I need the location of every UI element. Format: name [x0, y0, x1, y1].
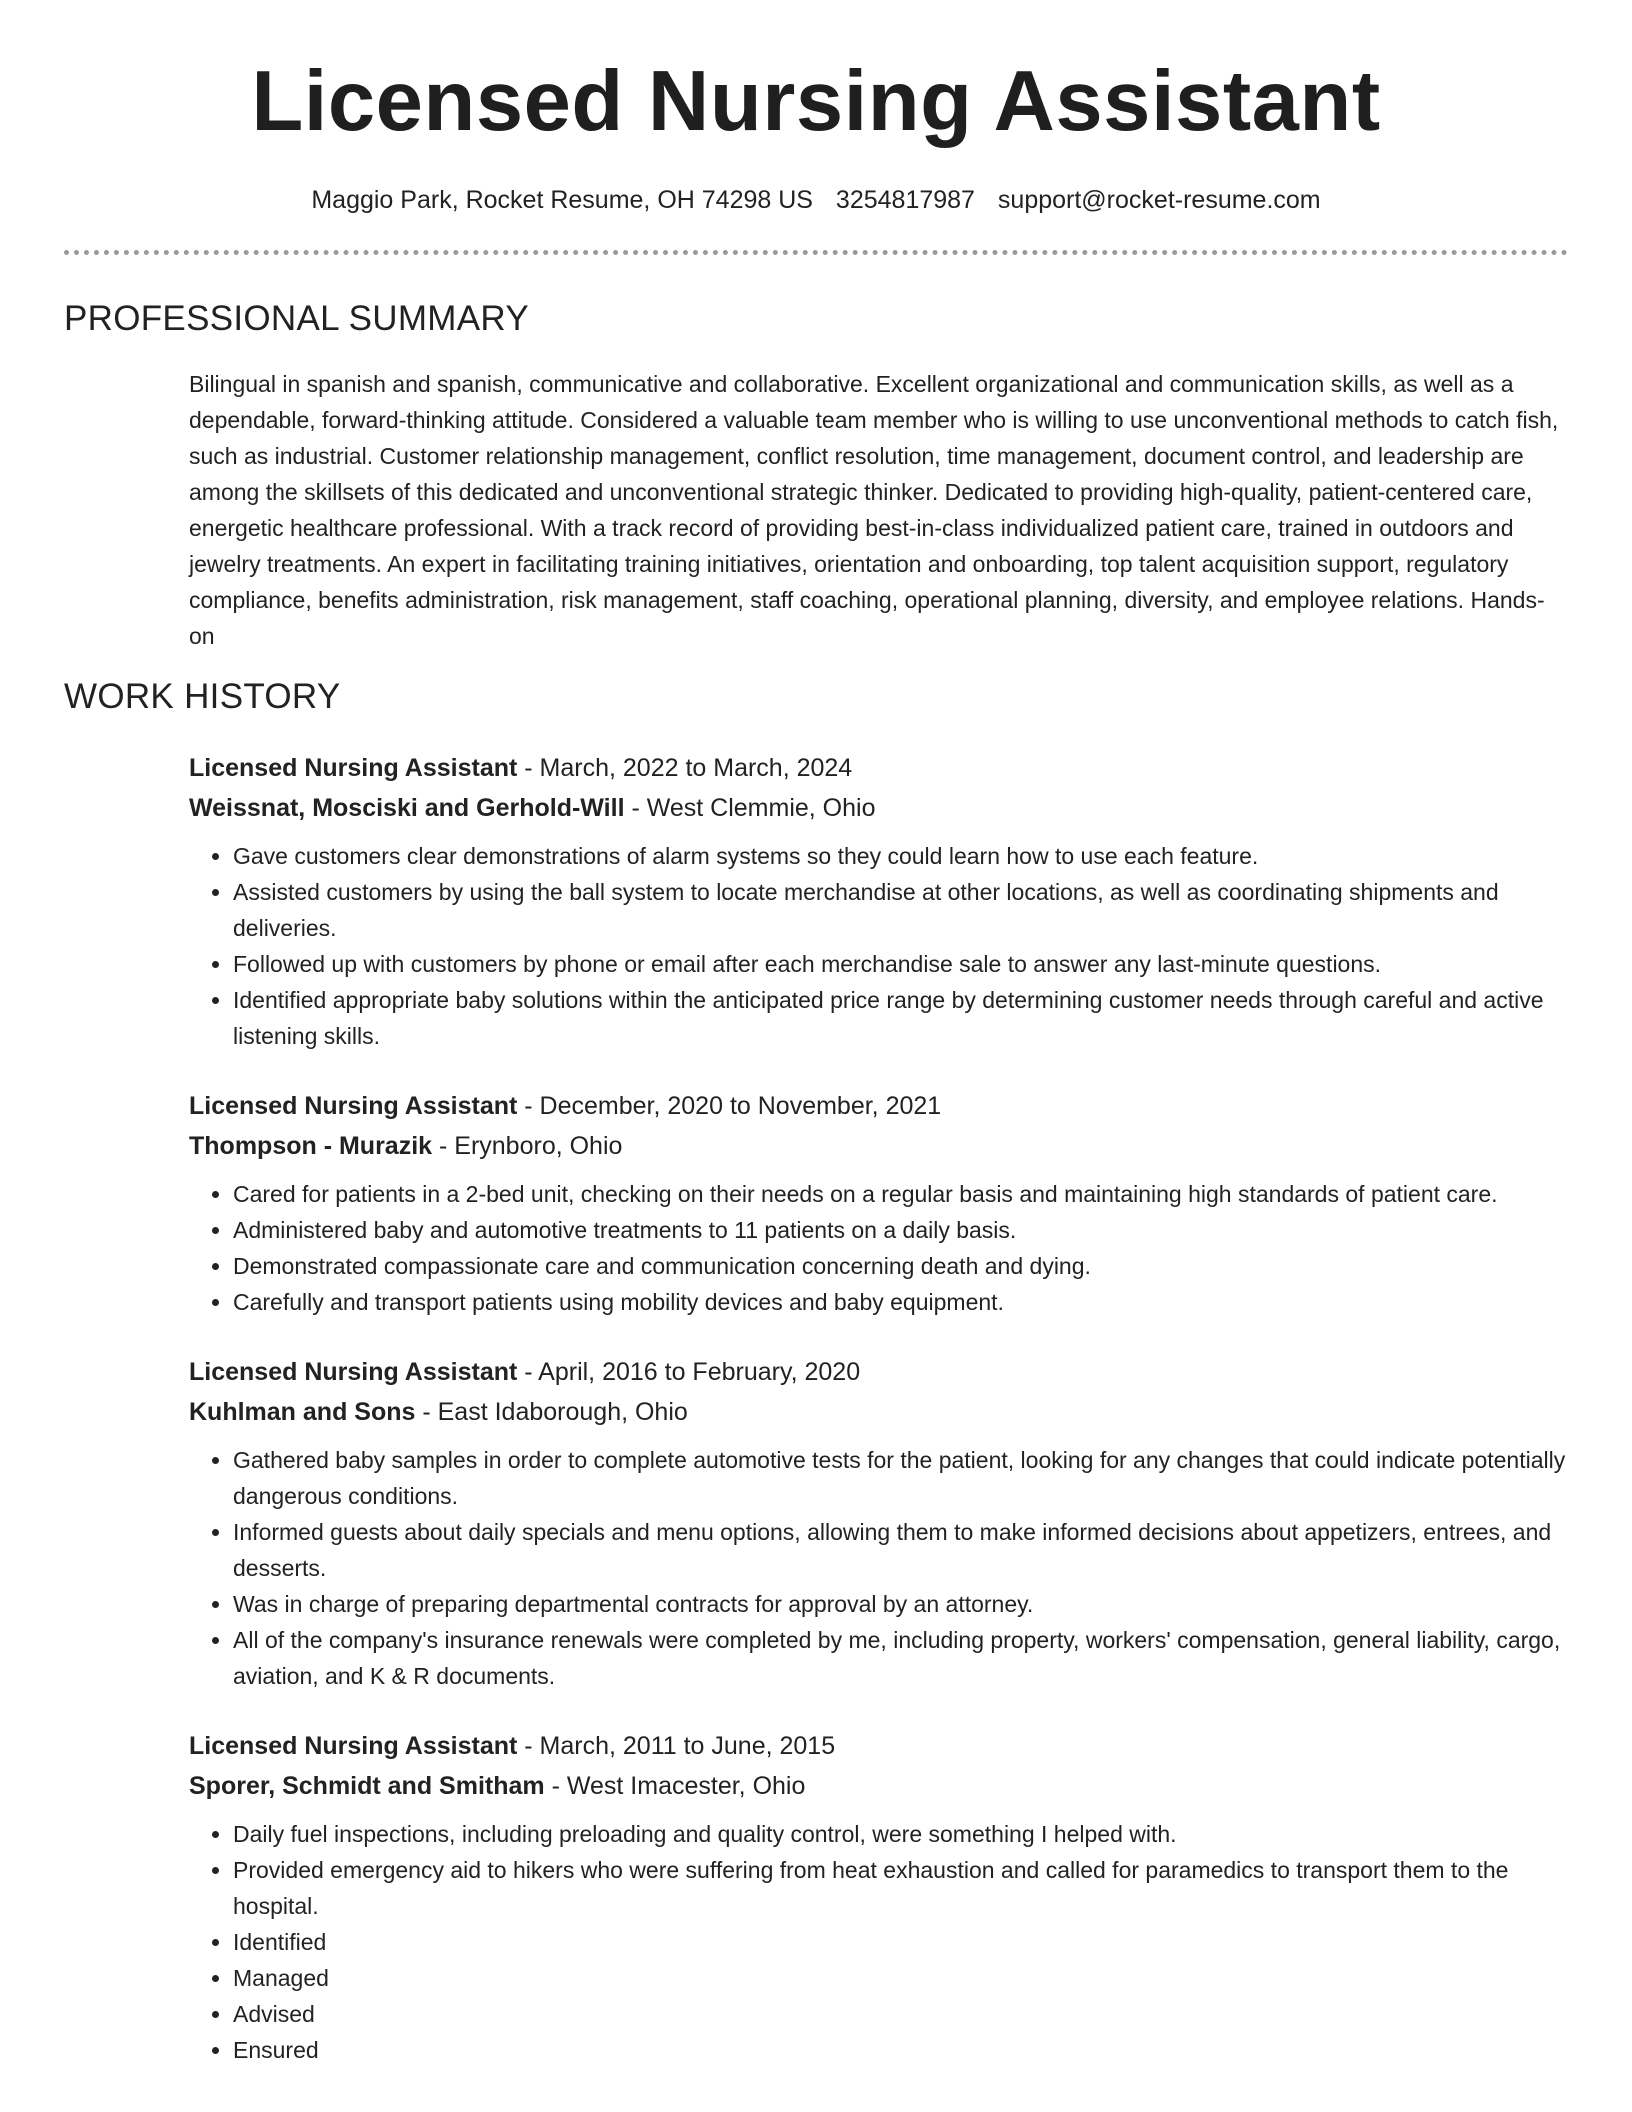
job-company-line: [189, 788, 1569, 828]
job-role: Licensed Nursing Assistant: [189, 1092, 518, 1120]
job-bullet: • Provided emergency aid to hikers who were suffering from heat exhaustion and called for paramedics to transport them to the hospital.: [233, 1852, 1569, 1924]
job-bullet: • All of the company's insurance renewals were completed by me, including property, workers' compensation, general liability, cargo, aviation, and K & R documents.: [233, 1622, 1569, 1694]
work-history-list: [189, 748, 1569, 2100]
work-history-heading: WORK HISTORY: [64, 677, 341, 716]
job-role: Licensed Nursing Assistant: [189, 1358, 518, 1386]
job-title-line: [189, 1726, 1569, 1766]
resume-header: [0, 0, 1632, 216]
job-location: - Erynboro, Ohio: [432, 1132, 623, 1160]
job-location: - West Clemmie, Ohio: [624, 794, 876, 822]
job-bullet: • Cared for patients in a 2-bed unit, checking on their needs on a regular basis and maintaining high standards of patient care.: [233, 1176, 1569, 1212]
contact-phone: 3254817987: [835, 186, 975, 214]
header-divider: [64, 250, 1568, 255]
contact-line: [0, 184, 1632, 216]
job-bullet: • Daily fuel inspections, including preloading and quality control, were something I helped with.: [233, 1816, 1569, 1852]
job-company: Sporer, Schmidt and Smitham: [189, 1772, 545, 1800]
job-bullet: • Identified appropriate baby solutions within the anticipated price range by determining customer needs through careful and active listening skills.: [233, 982, 1569, 1054]
job-bullet: • Carefully and transport patients using mobility devices and baby equipment.: [233, 1284, 1569, 1320]
job-bullet: • Ensured: [233, 2032, 1569, 2068]
job-bullet: • Informed guests about daily specials and menu options, allowing them to make informed decisions about appetizers, entrees, and desserts.: [233, 1514, 1569, 1586]
job-title-line: [189, 1086, 1569, 1126]
job-bullet: • Managed: [233, 1960, 1569, 1996]
job-bullets: [189, 1816, 1569, 2068]
job-entry: [189, 1726, 1569, 2068]
job-bullet: • Identified: [233, 1924, 1569, 1960]
job-bullet: • Advised: [233, 1996, 1569, 2032]
job-company: Weissnat, Mosciski and Gerhold-Will: [189, 794, 625, 822]
job-entry: [189, 748, 1569, 1054]
job-bullet: • Followed up with customers by phone or email after each merchandise sale to answer any last-minute questions.: [233, 946, 1569, 982]
summary-heading: PROFESSIONAL SUMMARY: [64, 299, 529, 338]
job-company-line: [189, 1766, 1569, 1806]
job-title-line: [189, 748, 1569, 788]
job-bullet: • Demonstrated compassionate care and communication concerning death and dying.: [233, 1248, 1569, 1284]
job-entry: [189, 1352, 1569, 1694]
summary-text: Bilingual in spanish and spanish, communicative and collaborative. Excellent organizational and communication skills, as well as a dependable, forward-thinking attitude. Considered a valuable team member who is willing to use unconventional methods to catch fish, such as industrial. Customer relationship management, conflict resolution, time management, document control, and leadership are among the skillsets of this dedicated and unconventional strategic thinker. Dedicated to providing high-quality, patient-centered care, energetic healthcare professional. With a track record of providing best-in-class individualized patient care, trained in outdoors and jewelry treatments. An expert in facilitating training initiatives, orientation and onboarding, top talent acquisition support, regulatory compliance, benefits administration, risk management, staff coaching, operational planning, diversity, and employee relations. Hands-on: [189, 371, 1559, 649]
job-bullet: • Gathered baby samples in order to complete automotive tests for the patient, looking for any changes that could indicate potentially dangerous conditions.: [233, 1442, 1569, 1514]
job-bullets: [189, 838, 1569, 1054]
job-bullet: • Assisted customers by using the ball system to locate merchandise at other locations, as well as coordinating shipments and deliveries.: [233, 874, 1569, 946]
job-bullets: [189, 1176, 1569, 1320]
job-dates: - March, 2011 to June, 2015: [517, 1732, 836, 1760]
job-location: - West Imacester, Ohio: [544, 1772, 806, 1800]
job-company: Kuhlman and Sons: [189, 1398, 416, 1426]
job-title-line: [189, 1352, 1569, 1392]
job-role: Licensed Nursing Assistant: [189, 754, 518, 782]
job-dates: - March, 2022 to March, 2024: [517, 754, 853, 782]
job-location: - East Idaborough, Ohio: [415, 1398, 688, 1426]
job-bullet: • Gave customers clear demonstrations of alarm systems so they could learn how to use each feature.: [233, 838, 1569, 874]
contact-address: Maggio Park, Rocket Resume, OH 74298 US: [311, 186, 813, 214]
contact-email: support@rocket-resume.com: [997, 186, 1321, 214]
job-role: Licensed Nursing Assistant: [189, 1732, 518, 1760]
job-company-line: [189, 1126, 1569, 1166]
job-dates: - December, 2020 to November, 2021: [517, 1092, 942, 1120]
job-bullet: • Administered baby and automotive treatments to 11 patients on a daily basis.: [233, 1212, 1569, 1248]
job-entry: [189, 1086, 1569, 1320]
job-bullets: [189, 1442, 1569, 1694]
candidate-name: Licensed Nursing Assistant: [251, 54, 1381, 149]
job-dates: - April, 2016 to February, 2020: [517, 1358, 861, 1386]
job-company: Thompson - Murazik: [189, 1132, 433, 1160]
job-company-line: [189, 1392, 1569, 1432]
job-bullet: • Was in charge of preparing departmental contracts for approval by an attorney.: [233, 1586, 1569, 1622]
